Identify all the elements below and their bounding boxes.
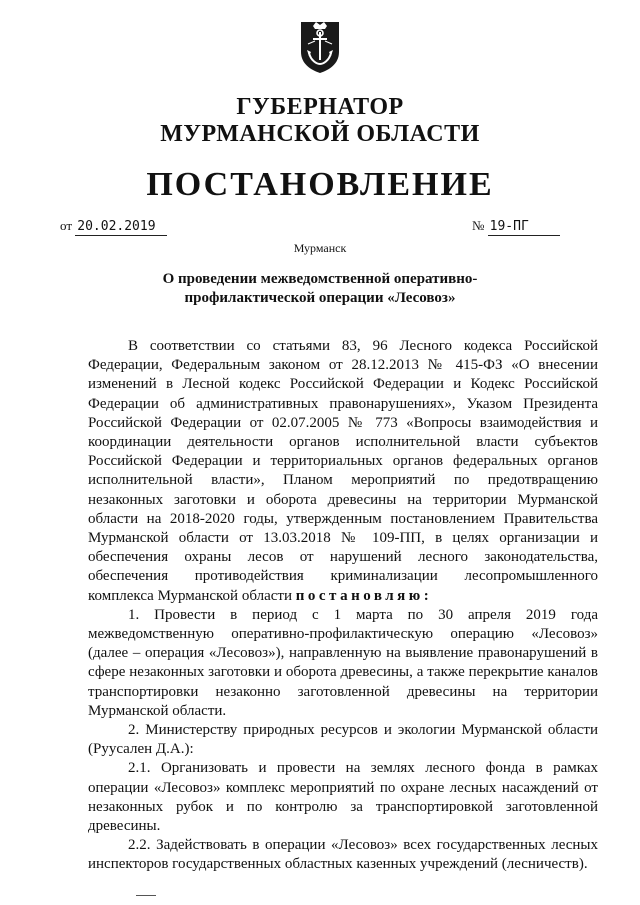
- issuer-region: МУРМАНСКОЙ ОБЛАСТИ: [160, 121, 480, 147]
- document-number: [472, 218, 560, 236]
- page-footer-mark: [136, 895, 156, 896]
- coat-of-arms-emblem: [299, 20, 341, 74]
- item-1-paragraph: 1. Провести в период с 1 марта по 30 апреля 2019 года межведомственную оперативно-профилактическую операцию «Лесовоз» (далее – операция «Лесовоз»), направленную на выявление правонарушений в сфере незаконных заготовки и оборота древесины, а также перекрытие каналов транспортировки незаконно заготовленной древесины на территории Мурманской области.: [88, 606, 598, 719]
- preamble-paragraph: [88, 337, 598, 606]
- item-2-1-paragraph: 2.1. Организовать и провести на землях лесного фонда в рамках операции «Лесовоз» комплекс мероприятий по охране лесных насаждений от незаконных рубок и по контролю за транспортировкой заготовленной древесины.: [88, 760, 598, 835]
- document-type: ПОСТАНОВЛЕНИЕ: [146, 166, 494, 203]
- preamble-text: В соответствии со статьями 83, 96 Лесного кодекса Российской Федерации, Федеральным законом от 28.12.2013 № 415-ФЗ «О внесении изменений в Лесной кодекс Российской Федерации и Кодекс Российской Федерации об административных правонарушениях», Указом Президента Российской Федерации от 02.07.2005 № 773 «Вопросы взаимодействия и координации деятельности органов исполнительной власти субъектов Российской Федерации и территориальных органов федеральных органов исполнительной власти», Планом мероприятий по предотвращению незаконных заготовки и оборота древесины на территории Мурманской области на 2018-2020 годы, утвержденным постановлением Правительства Мурманской области от 13.03.2018 № 109-ПП, в целях организации и обеспечения охраны лесов от нарушений лесного законодательства, обеспечения противодействия криминализации лесопромышленного комплекса Мурманской области: [88, 338, 598, 604]
- document-body: [88, 337, 598, 875]
- document-subject: О проведении межведомственной оперативно-профилактической операции «Лесовоз»: [162, 271, 478, 306]
- city-name: Мурманск: [293, 241, 347, 255]
- number-value: 19-ПГ: [488, 219, 560, 236]
- date-label: от: [60, 218, 73, 233]
- item-2-paragraph: 2. Министерству природных ресурсов и экологии Мурманской области (Руусален Д.А.):: [88, 722, 598, 758]
- date-value: 20.02.2019: [75, 219, 167, 236]
- decree-word: постановляю:: [295, 587, 433, 604]
- document-date: [60, 218, 167, 236]
- item-2-2-paragraph: 2.2. Задействовать в операции «Лесовоз» всех государственных лесных инспекторов государственных областных казенных учреждений (лесничеств).: [88, 837, 598, 873]
- issuer-title: ГУБЕРНАТОР: [236, 94, 404, 120]
- number-label: №: [472, 218, 485, 233]
